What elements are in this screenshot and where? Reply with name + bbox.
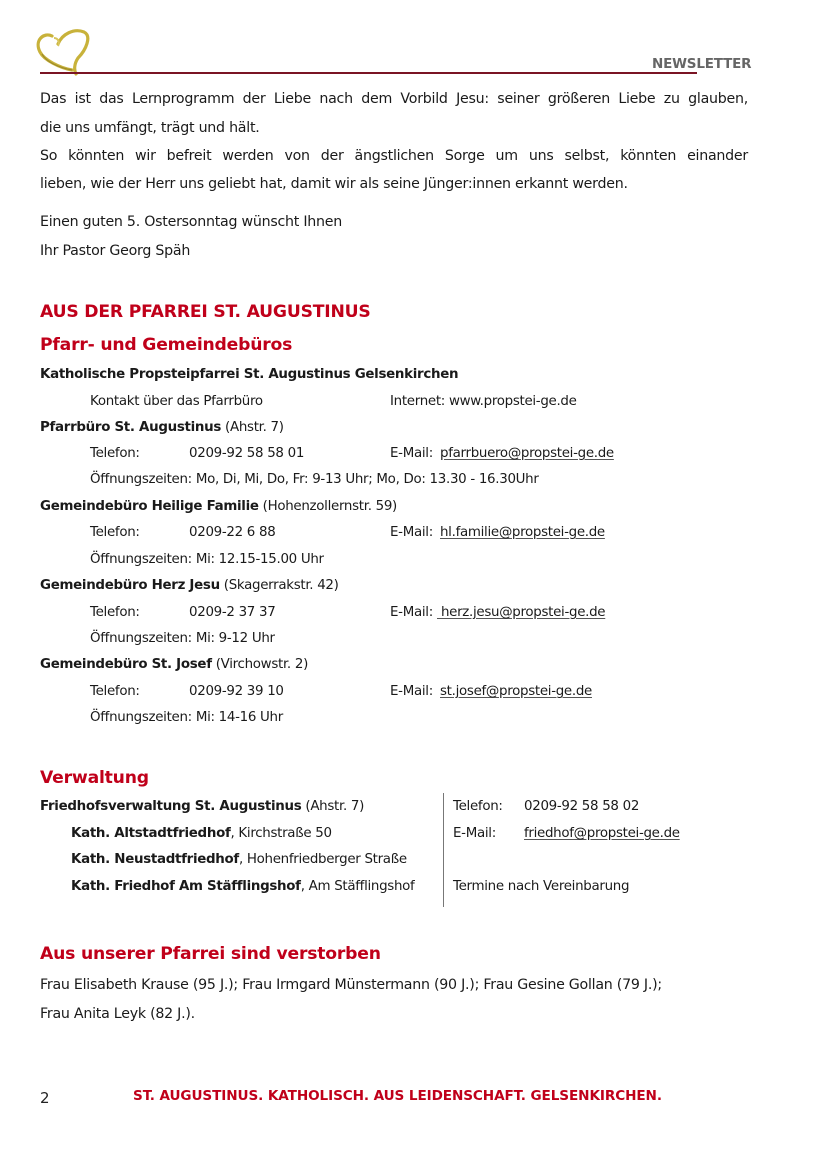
phone-number: 0209-2 37 37 xyxy=(189,605,276,620)
column-divider xyxy=(443,793,444,907)
office-name: Gemeindebüro Heilige Familie xyxy=(40,499,259,514)
newsletter-title: NEWSLETTER xyxy=(652,56,752,72)
cemetery-item xyxy=(71,851,407,869)
administration-address: (Ahstr. 7) xyxy=(305,799,365,814)
intro-line-3: So könnten wir befreit werden von der ängstlichen Sorge um uns selbst, könnten einander xyxy=(40,148,748,164)
office-name: Gemeindebüro St. Josef xyxy=(40,657,212,672)
parish-contact: Kontakt über das Pfarrbüro xyxy=(90,394,263,409)
office-hours: Öffnungszeiten: Mi: 9-12 Uhr xyxy=(90,631,275,646)
email-label: E-Mail: xyxy=(390,684,433,699)
cemetery-item xyxy=(71,825,332,843)
administration-main xyxy=(40,798,364,816)
email-link[interactable]: pfarrbuero@propstei-ge.de xyxy=(440,446,614,461)
parish-name: Katholische Propsteipfarrei St. Augustinus Gelsenkirchen xyxy=(40,367,459,382)
cemetery-name: Kath. Friedhof Am Stäfflingshof xyxy=(71,879,301,894)
office-name: Gemeindebüro Herz Jesu xyxy=(40,578,220,593)
phone-number: 0209-92 39 10 xyxy=(189,684,284,699)
admin-email-label: E-Mail: xyxy=(453,826,496,841)
phone-label: Telefon: xyxy=(90,684,140,699)
cemetery-address: , Am Stäfflingshof xyxy=(300,879,415,894)
section-title: AUS DER PFARREI ST. AUGUSTINUS xyxy=(40,302,371,322)
administration-heading: Verwaltung xyxy=(40,768,149,788)
office-heading xyxy=(40,577,339,595)
office-address: (Virchowstr. 2) xyxy=(215,657,308,672)
office-address: (Ahstr. 7) xyxy=(225,420,284,435)
intro-line-2: die uns umfängt, trägt und hält. xyxy=(40,120,260,136)
header-rule xyxy=(40,72,697,74)
admin-email-link[interactable]: friedhof@propstei-ge.de xyxy=(524,826,680,841)
email-label: E-Mail: xyxy=(390,446,433,461)
office-hours: Öffnungszeiten: Mi: 12.15-15.00 Uhr xyxy=(90,552,324,567)
email-label: E-Mail: xyxy=(390,605,433,620)
office-hours: Öffnungszeiten: Mo, Di, Mi, Do, Fr: 9-13 Uhr; Mo, Do: 13.30 - 16.30Uhr xyxy=(90,472,539,487)
page-number: 2 xyxy=(40,1089,50,1107)
phone-number: 0209-22 6 88 xyxy=(189,525,276,540)
offices-heading: Pfarr- und Gemeindebüros xyxy=(40,335,293,355)
office-address: (Hohenzollernstr. 59) xyxy=(262,499,397,514)
cemetery-name: Kath. Altstadtfriedhof xyxy=(71,826,231,841)
office-heading xyxy=(40,656,308,674)
phone-number: 0209-92 58 58 01 xyxy=(189,446,305,461)
cemetery-item xyxy=(71,878,414,896)
phone-label: Telefon: xyxy=(90,446,140,461)
deceased-heading: Aus unserer Pfarrei sind verstorben xyxy=(40,944,381,964)
email-label: E-Mail: xyxy=(390,525,433,540)
office-heading xyxy=(40,498,397,516)
intro-line-1: Das ist das Lernprogramm der Liebe nach dem Vorbild Jesu: seiner größeren Liebe zu glauben, xyxy=(40,91,748,107)
footer-slogan: ST. AUGUSTINUS. KATHOLISCH. AUS LEIDENSCHAFT. GELSENKIRCHEN. xyxy=(133,1088,662,1104)
deceased-line-2: Frau Anita Leyk (82 J.). xyxy=(40,1006,195,1022)
cemetery-name: Kath. Neustadtfriedhof xyxy=(71,852,239,867)
administration-name: Friedhofsverwaltung St. Augustinus xyxy=(40,799,302,814)
email-link[interactable]: hl.familie@propstei-ge.de xyxy=(440,525,605,540)
greeting: Einen guten 5. Ostersonntag wünscht Ihnen xyxy=(40,214,342,230)
email-link[interactable]: herz.jesu@propstei-ge.de xyxy=(437,605,606,620)
office-heading xyxy=(40,419,284,437)
admin-phone: 0209-92 58 58 02 xyxy=(524,799,640,814)
email-link[interactable]: st.josef@propstei-ge.de xyxy=(440,684,592,699)
signature: Ihr Pastor Georg Späh xyxy=(40,243,191,259)
intro-line-4: lieben, wie der Herr uns geliebt hat, damit wir als seine Jünger:innen erkannt werden. xyxy=(40,176,628,192)
office-hours: Öffnungszeiten: Mi: 14-16 Uhr xyxy=(90,710,283,725)
cemetery-address: , Kirchstraße 50 xyxy=(230,826,332,841)
phone-label: Telefon: xyxy=(90,525,140,540)
office-address: (Skagerrakstr. 42) xyxy=(223,578,339,593)
admin-appointments: Termine nach Vereinbarung xyxy=(453,879,630,894)
admin-phone-label: Telefon: xyxy=(453,799,503,814)
cemetery-address: , Hohenfriedberger Straße xyxy=(238,852,407,867)
phone-label: Telefon: xyxy=(90,605,140,620)
deceased-line-1: Frau Elisabeth Krause (95 J.); Frau Irmgard Münstermann (90 J.); Frau Gesine Gollan (79 J.); xyxy=(40,977,662,993)
parish-internet[interactable]: Internet: www.propstei-ge.de xyxy=(390,394,577,409)
office-name: Pfarrbüro St. Augustinus xyxy=(40,420,222,435)
heart-logo xyxy=(30,24,96,76)
